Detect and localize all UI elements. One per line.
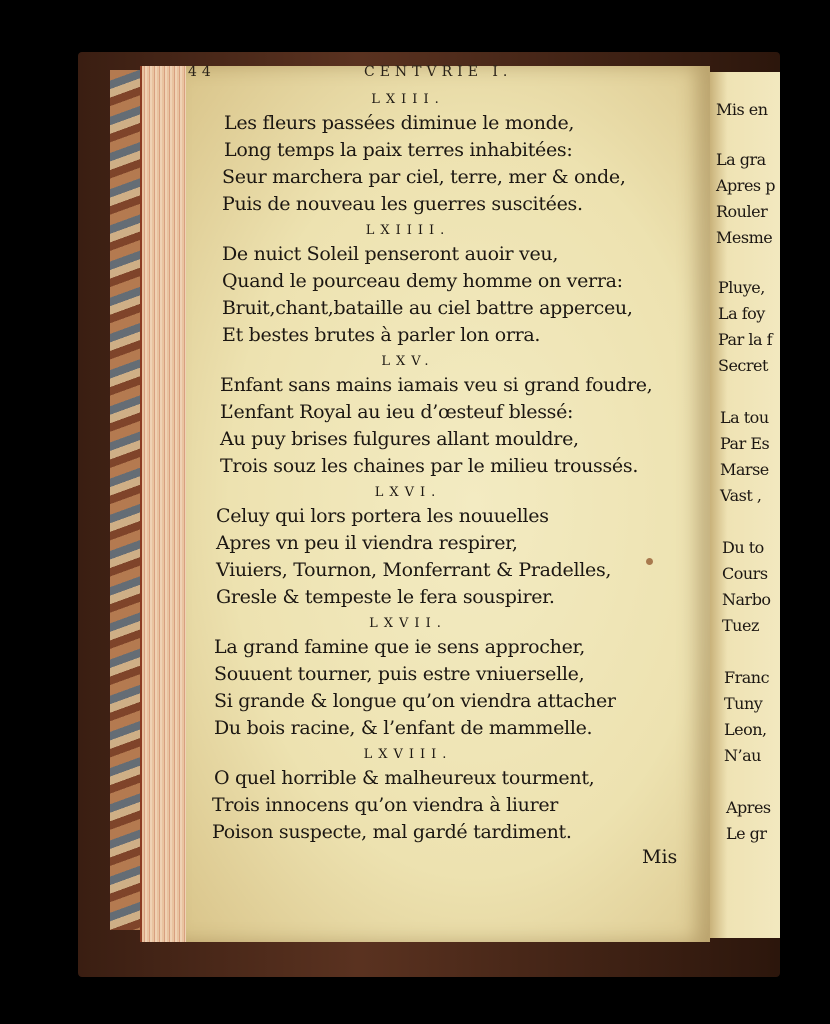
verse-line: Au puy brises fulgures allant mouldre, [220, 428, 579, 450]
verse-line: Puis de nouveau les guerres suscitées. [222, 193, 583, 215]
fragment-line: Apres p [716, 176, 775, 195]
verse-line: Trois souz les chaines par le milieu troussés. [220, 455, 639, 477]
fragment-line: Tuez [722, 616, 759, 635]
marbled-endpaper [110, 70, 144, 930]
fragment-line: Mesme [716, 228, 773, 247]
fragment-line: Rouler [716, 202, 768, 221]
verse-line: Long temps la paix terres inhabitées: [224, 139, 573, 161]
verse-line: Gresle & tempeste le fera souspirer. [216, 586, 555, 608]
verse-line: Trois innocens qu’on viendra à liurer [212, 794, 559, 816]
quatrain-numeral: LXVIII. [363, 747, 453, 762]
verse-line: Apres vn peu il viendra respirer, [216, 532, 518, 554]
verse-line: Du bois racine, & l’enfant de mammelle. [214, 717, 593, 739]
quatrain-numeral: LXV. [381, 354, 435, 369]
verse-line: Seur marchera par ciel, terre, mer & onde, [222, 166, 626, 188]
fragment-line: Cours [722, 564, 768, 583]
verse-line: Souuent tourner, puis estre vniuerselle, [214, 663, 585, 685]
quatrain-numeral: LXVI. [374, 485, 442, 500]
fragment-line: N’au [724, 746, 761, 765]
verse-line: Et bestes brutes à parler lon orra. [222, 324, 541, 346]
fragment-line: Marse [720, 460, 769, 479]
fragment-line: Du to [722, 538, 764, 557]
verse-line: Si grande & longue qu’on viendra attacher [214, 690, 616, 712]
quatrain-numeral: LXVII. [369, 616, 447, 631]
fragment-line: La tou [720, 408, 769, 427]
fragment-line: Pluye, [718, 278, 765, 297]
fragment-line: Par Es [720, 434, 770, 453]
running-title: CENTVRIE I. [364, 64, 513, 80]
verse-line: La grand famine que ie sens approcher, [214, 636, 585, 658]
verse-line: Celuy qui lors portera les nouuelles [216, 505, 549, 527]
left-page [186, 66, 710, 942]
fragment-line: Franc [724, 668, 770, 687]
page-number: 44 [188, 64, 216, 80]
verse-line: L’enfant Royal au ieu d’œsteuf blessé: [220, 401, 574, 423]
verse-line: Les fleurs passées diminue le monde, [224, 112, 575, 134]
fragment-line: La foy [718, 304, 765, 323]
verse-line: Viuiers, Tournon, Monferrant & Pradelles, [216, 559, 612, 581]
quatrain-numeral: LXIIII. [365, 223, 451, 238]
fragment-line: Par la f [718, 330, 772, 349]
fragment-line: Tuny [724, 694, 763, 713]
verse-line: Bruit,chant,bataille au ciel battre apperceu, [222, 297, 633, 319]
page-edges [140, 66, 192, 942]
right-page-fragment [710, 72, 780, 938]
quatrain-numeral: LXIII. [371, 92, 445, 107]
verse-line: Poison suspecte, mal gardé tardiment. [212, 821, 572, 843]
fragment-line: Mis en [716, 100, 768, 119]
fragment-line: La gra [716, 150, 766, 169]
fragment-line: Apres [726, 798, 771, 817]
fragment-line: Vast , [720, 486, 762, 505]
verse-line: Quand le pourceau demy homme on verra: [222, 270, 623, 292]
fragment-line: Le gr [726, 824, 767, 843]
fragment-line: Narbo [722, 590, 771, 609]
fragment-line: Leon, [724, 720, 767, 739]
catchword: Mis [642, 846, 678, 868]
ink-stain [646, 558, 653, 565]
verse-line: De nuict Soleil penseront auoir veu, [222, 243, 559, 265]
verse-line: Enfant sans mains iamais veu si grand foudre, [220, 374, 653, 396]
fragment-line: Secret [718, 356, 768, 375]
verse-line: O quel horrible & malheureux tourment, [214, 767, 595, 789]
